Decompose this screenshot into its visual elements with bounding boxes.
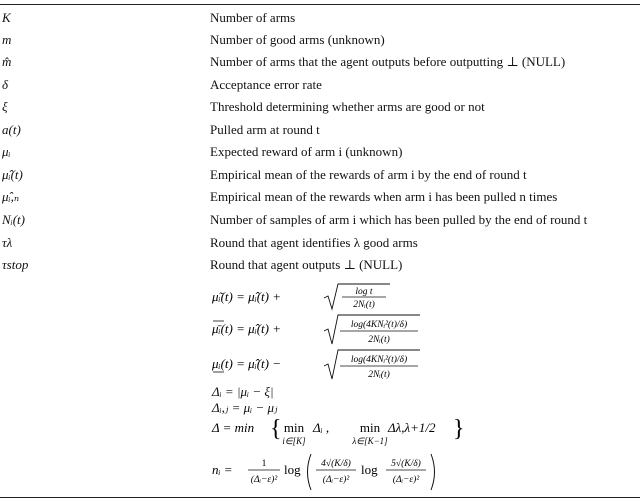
formula-subscript: i∈[K]	[282, 436, 306, 446]
description-cell: Expected reward of arm i (unknown)	[210, 144, 403, 159]
formula-min-gap	[212, 416, 472, 450]
formula-denominator: (Δᵢ−ε)²	[392, 475, 420, 485]
formula-numerator: log(4KNᵢ²(t)/δ)	[350, 355, 408, 365]
description-cell: Round that agent identifies λ good arms	[210, 235, 418, 250]
table-row	[0, 51, 640, 73]
formula-numerator: 5√(K/δ)	[391, 459, 421, 469]
formula-numerator: log(4KNᵢ²(t)/δ)	[350, 320, 408, 330]
formula-gap: Δᵢ = |μᵢ − ξ|	[212, 384, 274, 399]
formula-ucb-bar	[212, 313, 442, 347]
svg-text:}: }	[453, 416, 465, 442]
svg-text:{: {	[270, 416, 282, 442]
symbol-cell: τλ	[2, 235, 13, 250]
formula-log: log	[361, 462, 378, 477]
table-row	[0, 74, 640, 96]
symbol-cell: m	[2, 32, 12, 47]
formula-subscript: λ∈[K−1]	[352, 436, 388, 446]
symbol-cell: μ̂ᵢ,ₙ	[2, 189, 20, 204]
symbol-cell: m̂	[2, 54, 12, 69]
description-cell: Round that agent outputs ⊥ (NULL)	[210, 257, 403, 272]
table-row	[0, 254, 640, 276]
formula-lhs: μ̄ᵢ(t) = μ̂ᵢ(t) +	[212, 321, 281, 336]
symbol-cell: μ̂ᵢ(t)	[2, 167, 23, 182]
formula-lhs: Δ = min	[212, 420, 255, 435]
formula-lhs: μᵢ(t) = μ̂ᵢ(t) −	[212, 356, 281, 371]
description-cell: Number of samples of arm i which has been pulled by the end of round t	[210, 212, 588, 227]
formula-pair-gap: Δᵢ,ⱼ = μᵢ − μⱼ	[212, 400, 278, 415]
table-row	[0, 29, 640, 51]
formula-denominator: (Δᵢ−ε)²	[322, 475, 350, 485]
description-cell: Number of arms that the agent outputs before outputting ⊥ (NULL)	[210, 54, 566, 69]
formula-term: Δλ,λ+1/2	[388, 420, 436, 435]
symbol-cell: μᵢ	[2, 144, 11, 159]
symbol-cell: τstop	[2, 257, 29, 272]
description-cell: Empirical mean of the rewards when arm i has been pulled n times	[210, 189, 558, 204]
top-rule	[0, 4, 640, 5]
formula-term: Δᵢ ,	[313, 420, 330, 435]
description-cell: Pulled arm at round t	[210, 122, 320, 137]
formula-numerator: 4√(K/δ)	[321, 459, 351, 469]
formula-denominator: 2Nᵢ(t)	[353, 300, 375, 310]
formula-min: min	[359, 420, 381, 435]
description-cell: Threshold determining whether arms are good or not	[210, 99, 485, 114]
formula-min: min	[283, 420, 305, 435]
symbol-cell: a(t)	[2, 122, 21, 137]
symbol-cell: Nᵢ(t)	[2, 212, 25, 227]
symbol-cell: δ	[2, 77, 9, 92]
formula-lhs: μ̃ᵢ(t) = μ̂ᵢ(t) +	[212, 289, 281, 304]
symbol-cell: K	[2, 10, 11, 25]
table-row	[0, 119, 640, 141]
formula-lhs: nᵢ =	[212, 462, 233, 477]
table-row	[0, 96, 640, 118]
symbol-cell: ξ	[2, 99, 8, 114]
formula-denominator: (Δᵢ−ε)²	[250, 475, 278, 485]
table-row	[0, 209, 640, 231]
formula-sample-count	[212, 452, 482, 494]
bottom-rule	[0, 497, 640, 498]
formula-numerator: log t	[355, 287, 373, 297]
table-row	[0, 164, 640, 186]
formula-lcb	[212, 348, 442, 382]
formula-denominator: 2Nᵢ(t)	[368, 370, 390, 380]
description-cell: Empirical mean of the rewards of arm i by the end of round t	[210, 167, 527, 182]
description-cell: Number of good arms (unknown)	[210, 32, 385, 47]
formula-ucb-tilde	[212, 282, 422, 312]
formula-log: log	[284, 462, 301, 477]
table-row	[0, 7, 640, 29]
formula-numerator: 1	[261, 459, 267, 469]
formula-denominator: 2Nᵢ(t)	[368, 335, 390, 345]
table-row	[0, 141, 640, 163]
table-row	[0, 186, 640, 208]
description-cell: Acceptance error rate	[210, 77, 322, 92]
table-row	[0, 232, 640, 254]
description-cell: Number of arms	[210, 10, 296, 25]
